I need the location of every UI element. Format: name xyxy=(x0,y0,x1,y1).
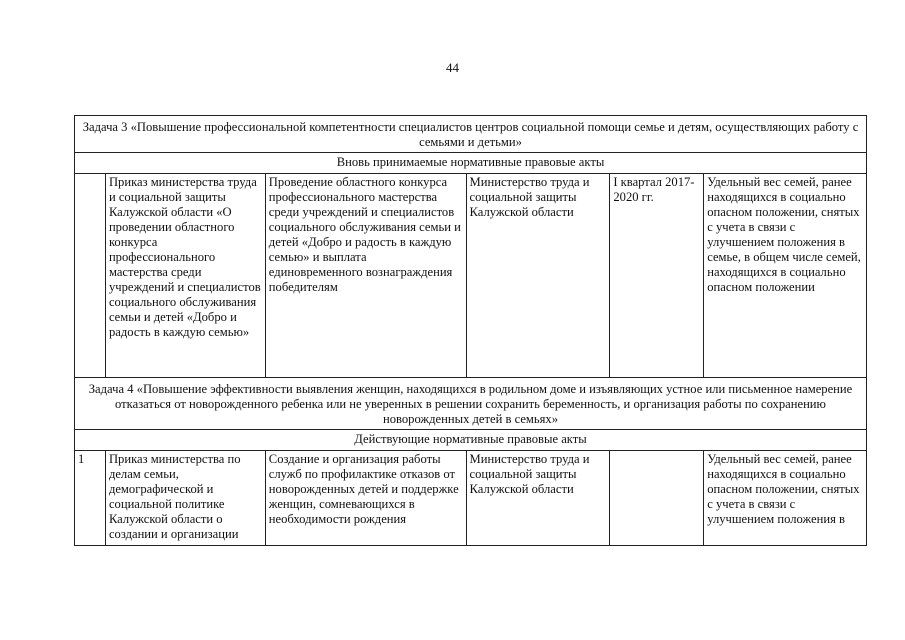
term-cell: I квартал 2017-2020 гг. xyxy=(610,174,704,378)
task-3-row xyxy=(75,116,867,153)
table-row xyxy=(75,451,867,546)
content-cell: Создание и организация работы служб по профилактике отказов от новорожденных детей и поддержке женщин, сомневающихся в необходимости рождения xyxy=(265,451,466,546)
task-4-section-header: Действующие нормативные правовые акты xyxy=(75,430,867,451)
executor-cell: Министерство труда и социальной защиты Калужской области xyxy=(466,451,610,546)
task-3-section-header: Вновь принимаемые нормативные правовые акты xyxy=(75,153,867,174)
task-3-title: Задача 3 «Повышение профессиональной компетентности специалистов центров социальной помощи семье и детям, осуществляющих работу с семьями и детьми» xyxy=(75,116,867,153)
program-table xyxy=(74,115,867,546)
content-cell: Проведение областного конкурса профессионального мастерства среди учреждений и специалистов социального обслуживания семьи и детей «Добро и радость в каждую семью» и выплата единовременного вознаграждения победителям xyxy=(265,174,466,378)
row-number-cell xyxy=(75,174,106,378)
page-number: 44 xyxy=(446,60,459,75)
task-3-section-row xyxy=(75,153,867,174)
table-row xyxy=(75,174,867,378)
task-4-row xyxy=(75,378,867,430)
task-4-section-row xyxy=(75,430,867,451)
row-number-cell: 1 xyxy=(75,451,106,546)
indicator-cell: Удельный вес семей, ранее находящихся в социально опасном положении, снятых с учета в связи с улучшением положения в семье, в общем числе семей, находящихся в социально опасном положении xyxy=(704,174,867,378)
task-4-title: Задача 4 «Повышение эффективности выявления женщин, находящихся в родильном доме и изъявляющих устное или письменное намерение отказаться от новорожденного ребенка или не уверенных в решении сохранить беременность, и организация работы по сохранению новорожденных детей в семьях» xyxy=(75,378,867,430)
legal-act-cell: Приказ министерства труда и социальной защиты Калужской области «О проведении областного конкурса профессионального мастерства среди учреждений и специалистов социального обслуживания семьи и детей «Добро и радость в каждую семью» xyxy=(105,174,265,378)
indicator-cell: Удельный вес семей, ранее находящихся в социально опасном положении, снятых с учета в связи с улучшением положения в xyxy=(704,451,867,546)
executor-cell: Министерство труда и социальной защиты Калужской области xyxy=(466,174,610,378)
legal-act-cell: Приказ министерства по делам семьи, демографической и социальной политике Калужской области о создании и организации xyxy=(105,451,265,546)
term-cell xyxy=(610,451,704,546)
